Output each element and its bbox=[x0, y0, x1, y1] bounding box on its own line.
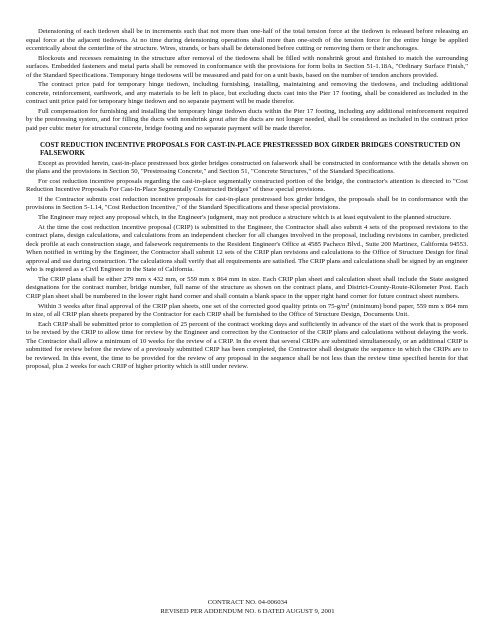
paragraph-crip-timing: Each CRIP shall be submitted prior to completion of 25 percent of the contract working days and sufficiently in advance of the start of the work that is proposed to be revised by the CRIP to allow time for review by the Engineer and correction by the Contractor of the CRIP plans and calculations without delaying the work. The Contractor shall allow a minimum of 10 weeks for the review of a CRIP. In the event that several CRIPs are submitted simultaneously, or an additional CRIP is submitted for review before the review of a previously submitted CRIP has been completed, the Contractor shall designate the sequence in which the CRIPs are to be reviewed. In this event, the time to be provided for the review of any proposal in the sequence shall be not less than the review time specified herein for that proposal, plus 2 weeks for each CRIP of higher priority which is still under review. bbox=[26, 320, 468, 371]
paragraph-full-compensation: Full compensation for furnishing and installing the temporary hinge tiedown ducts within the Pier 17 footing, including any additional reinforcement required by the prestressing system, and for filling the ducts with nonshrink grout after the ducts are not longer needed, shall be considered as included in the contract price paid per cubic meter for structural concrete, bridge footing and no separate payment will be made therefor. bbox=[26, 107, 468, 133]
section-heading: COST REDUCTION INCENTIVE PROPOSALS FOR CAST-IN-PLACE PRESTRESSED BOX GIRDER BRIDGES CONSTRUCTED ON FALSEWORK bbox=[40, 140, 461, 158]
paragraph-except-as-provided: Except as provided herein, cast-in-place prestressed box girder bridges constructed on falsework shall be constructed in conformance with the details shown on the plans and the provisions in Section 50, "Prestressing Concrete," and Section 51, "Concrete Structures," of the Standard Specifications. bbox=[26, 159, 468, 176]
page-footer bbox=[0, 599, 495, 616]
paragraph-final-approval-prints: Within 3 weeks after final approval of the CRIP plan sheets, one set of the corrected good quality prints on 75-g/m² (minimum) bond paper, 559 mm x 864 mm in size, of all CRIP plan sheets prepared by the Contractor for each CRIP shall be furnished to the Office of Structure Design, Documents Unit. bbox=[26, 302, 468, 319]
paragraph-crip-submission: At the time the cost reduction incentive proposal (CRIP) is submitted to the Engineer, the Contractor shall also submit 4 sets of the proposed revisions to the contract plans, design calculations, and calculations from an independent checker for all changes involved in the proposal, including revisions in camber, predicted deck profile at each construction stage, and falsework requirements to the Resident Engineer's Office at 4585 Pacheco Blvd., Suite 200 Martinez, California 94553. When notified in writing by the Engineer, the Contractor shall submit 12 sets of the CRIP plan revisions and calculations to the Office of Structure Design for final approval and use during construction. The calculations shall verify that all requirements are satisfied. The CRIP plans and calculations shall be signed by an engineer who is registered as a Civil Engineer in the State of California. bbox=[26, 223, 468, 274]
contract-number: CONTRACT NO. 04-006034 bbox=[207, 599, 288, 606]
paragraph-segmental-proposals: For cost reduction incentive proposals regarding the cast-in-place segmentally constructed portion of the bridge, the contractor's attention is directed to "Cost Reduction Incentive Proposals For Cast-In-Place Segmentally Constructed Bridges" of these special provisions. bbox=[26, 177, 468, 194]
paragraph-crip-plan-size: The CRIP plans shall be either 279 mm x 432 mm, or 559 mm x 864 mm in size. Each CRIP plan sheet and calculation sheet shall include the State assigned designations for the contract number, bridge number, full name of the structure as shown on the contract plans, and District-County-Route-Kilometer Post. Each CRIP plan sheet shall be numbered in the lower right hand corner and shall contain a blank space in the upper right hand corner for future contract sheet numbers. bbox=[26, 275, 468, 300]
paragraph-detensioning: Detensioning of each tiedown shall be in increments such that not more than one-half of the total tension force at the tiedown is released before releasing an equal force at the adjacent tiedowns. At no time during detensioning operations shall more than one-sixth of the tension force for the entire hinge be applied eccentrically about the centerline of the structure. Wires, strands, or bars shall be detensioned before cutting or removing them or their anchorages. bbox=[26, 28, 468, 53]
paragraph-if-contractor-submits: If the Contractor submits cost reduction incentive proposals for cast-in-place prestressed box girder bridges, the proposals shall be in conformance with the provisions in Section 5-1.14, "Cost Reduction Incentive," of the Standard Specifications and these special provisions. bbox=[26, 195, 468, 212]
paragraph-contract-price: The contract price paid for temporary hinge tiedown, including furnishing, installing, maintaining and removing the tiedowns, and including additional concrete, reinforcement, earthwork, and any materials to be left in place, but excluding ducts cast into the Pier 17 footing, shall be considered as included in the contract unit price paid for temporary hinge tiedown and no separate payment will be made therefor. bbox=[26, 81, 468, 106]
paragraph-engineer-may-reject: The Engineer may reject any proposal which, in the Engineer's judgment, may not produce a structure which is at least equivalent to the planned structure. bbox=[38, 214, 452, 222]
paragraph-blockouts: Blockouts and recesses remaining in the structure after removal of the tiedowns shall be filled with nonshrink grout and finished to match the surrounding surfaces. Embedded fasteners and metal parts shall be removed in conformance with the provisions for form bolts in Section 51-1.18A, "Ordinary Surface Finish," of the Standard Specifications. Temporary hinge tiedowns will be measured and paid for on a unit basis, based on the number of tendon anchors provided. bbox=[26, 54, 468, 79]
addendum-note: REVISED PER ADDENDUM NO. 6 DATED AUGUST 9, 2001 bbox=[160, 607, 335, 615]
